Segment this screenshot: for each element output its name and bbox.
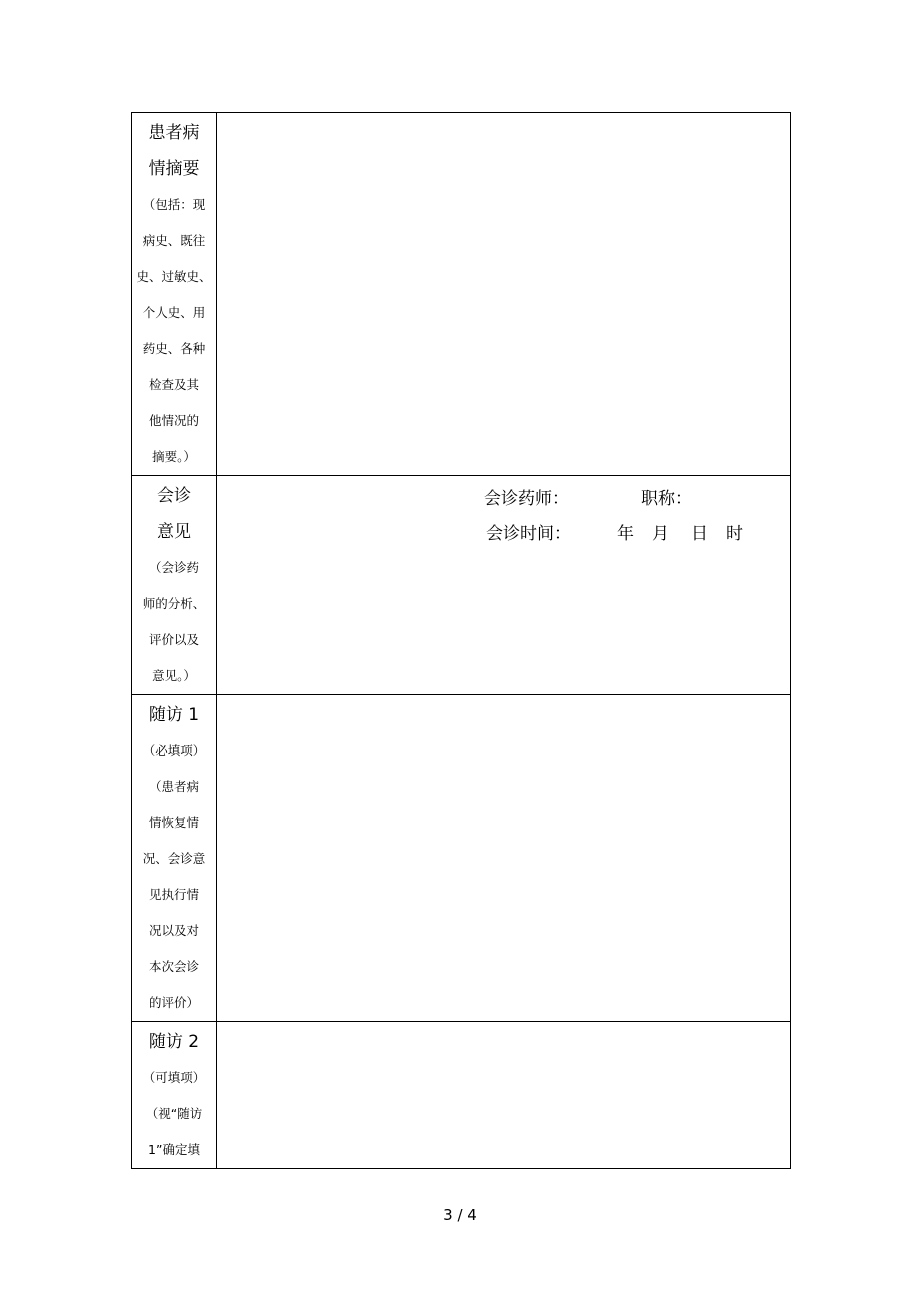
row-note: （会诊药	[148, 560, 199, 575]
row-label: 情摘要	[148, 159, 200, 179]
table-row	[132, 695, 791, 1022]
followup1-content-cell[interactable]	[217, 695, 791, 1022]
followup2-content-cell[interactable]	[217, 1022, 791, 1169]
row-note: 本次会诊	[148, 959, 199, 974]
row-note: 况、会诊意	[142, 851, 206, 866]
row-label: 随访 2	[148, 1032, 200, 1052]
pharmacist-consultation-form	[131, 112, 791, 1169]
table-row	[132, 113, 791, 476]
followup1-label-cell	[132, 695, 217, 1022]
row-note: 师的分析、	[142, 596, 206, 611]
month-label: 月	[652, 524, 669, 544]
time-label: 会诊时间：	[486, 524, 571, 544]
table-row	[132, 1022, 791, 1169]
row-note: 的评价）	[148, 995, 199, 1010]
row-label: 随访 1	[148, 705, 200, 725]
row-note: 药史、各种	[142, 341, 206, 356]
day-label: 日	[691, 524, 708, 544]
table-row	[132, 476, 791, 695]
hour-label: 时	[726, 524, 743, 544]
row-note: 况以及对	[148, 923, 199, 938]
row-note: （患者病	[148, 779, 199, 794]
opinion-label-cell	[132, 476, 217, 695]
row-note: 他情况的	[148, 413, 199, 428]
row-note: 评价以及	[148, 632, 199, 647]
row-note: 摘要。）	[152, 449, 196, 464]
row-label: 意见	[157, 522, 191, 542]
row-note: 意见。）	[152, 668, 196, 683]
row-note: 史、过敏史、	[136, 269, 212, 284]
followup2-label-cell	[132, 1022, 217, 1169]
row-label: 会诊	[157, 486, 191, 506]
row-note: 检查及其	[148, 377, 199, 392]
row-note: 病史、既往	[142, 233, 206, 248]
row-note: 1”确定填	[148, 1142, 200, 1157]
row-note: （视“随访	[145, 1106, 203, 1121]
title-label: 职称：	[641, 489, 692, 509]
row-note: （包括：现	[142, 197, 206, 212]
pharmacist-label: 会诊药师：	[484, 489, 569, 509]
summary-content-cell[interactable]	[217, 113, 791, 476]
row-note: （可填项）	[142, 1070, 206, 1085]
year-label: 年	[617, 524, 634, 544]
opinion-content-cell[interactable]	[217, 476, 791, 695]
row-label: 患者病	[148, 123, 200, 143]
row-note: （必填项）	[142, 743, 206, 758]
row-note: 个人史、用	[142, 305, 206, 320]
summary-label-cell	[132, 113, 217, 476]
page-number: 3 / 4	[443, 1206, 477, 1224]
row-note: 情恢复情	[148, 815, 199, 830]
row-note: 见执行情	[148, 887, 199, 902]
